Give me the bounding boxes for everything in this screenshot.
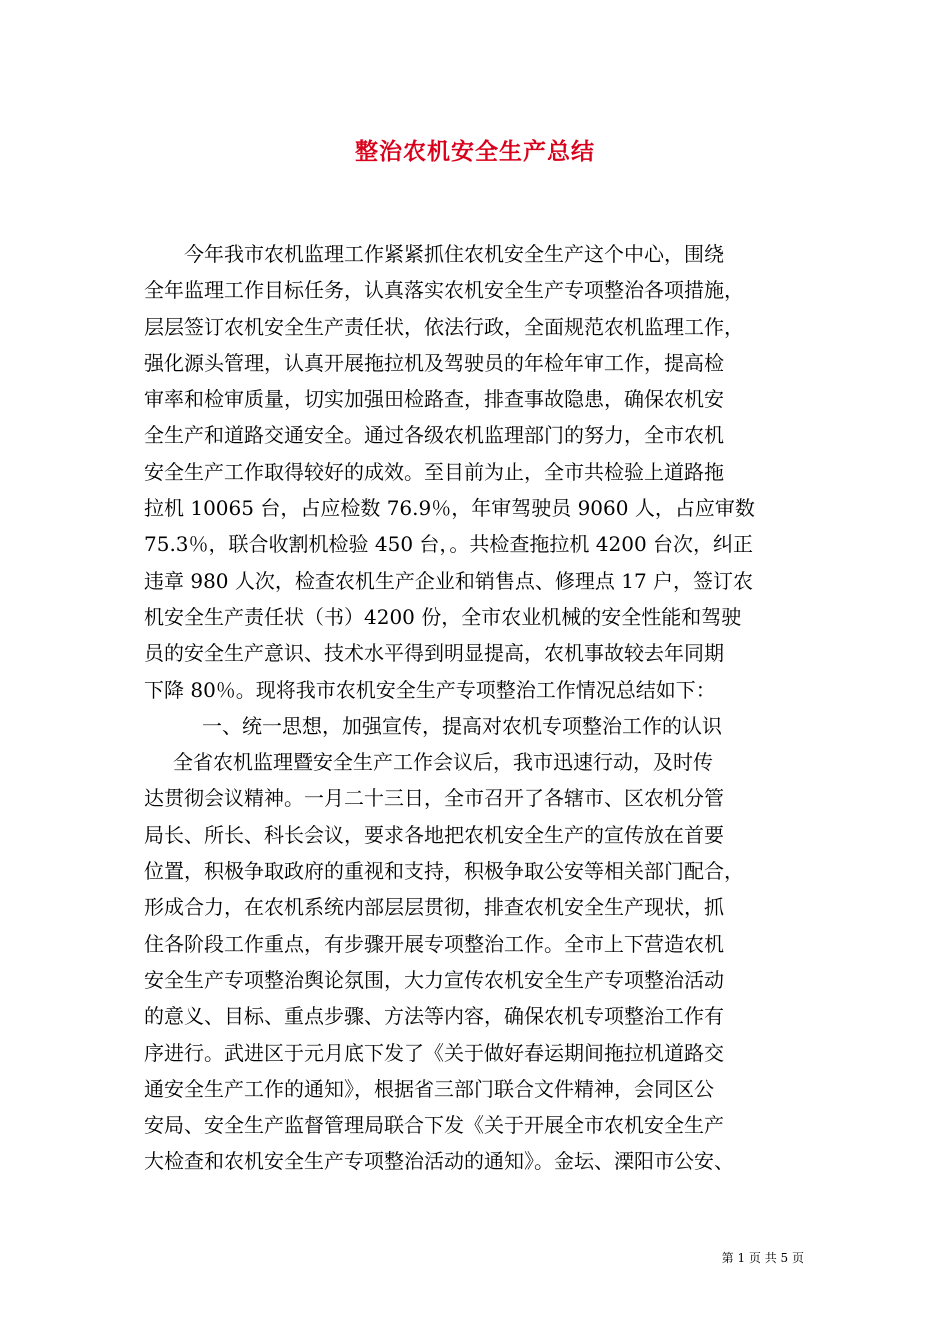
paragraph-line: 局长、所长、科长会议，要求各地把农机安全生产的宣传放在首要 (144, 822, 724, 847)
section-heading: 一、统一思想，加强宣传，提高对农机专项整治工作的认识 (202, 713, 722, 738)
paragraph-line: 今年我市农机监理工作紧紧抓住农机安全生产这个中心，围绕 (184, 242, 724, 266)
paragraph-line: 住各阶段工作重点，有步骤开展专项整治工作。全市上下营造农机 (144, 931, 724, 956)
paragraph-line: 全年监理工作目标任务，认真落实农机安全生产专项整治各项措施， (144, 278, 744, 303)
paragraph-line: 违章 980 人次，检查农机生产企业和销售点、修理点 17 户，签订农 (144, 568, 754, 593)
paragraph-line: 全省农机监理暨安全生产工作会议后，我市迅速行动，及时传 (173, 750, 713, 775)
paragraph-line: 下降 80％。现将我市农机安全生产专项整治工作情况总结如下： (144, 677, 716, 702)
paragraph-line: 的意义、目标、重点步骤、方法等内容，确保农机专项整治工作有 (144, 1004, 724, 1029)
paragraph-line: 大检查和农机安全生产专项整治活动的通知》。金坛、溧阳市公安、 (144, 1149, 734, 1174)
page-number: 第 1 页 共 5 页 (721, 1251, 804, 1265)
document-title: 整治农机安全生产总结 (355, 138, 595, 165)
paragraph-line: 机安全生产责任状（书）4200 份，全市农业机械的安全性能和驾驶 (144, 604, 742, 629)
paragraph-line: 强化源头管理，认真开展拖拉机及驾驶员的年检年审工作，提高检 (144, 350, 724, 375)
paragraph-line: 安全生产专项整治舆论氛围，大力宣传农机安全生产专项整治活动 (144, 967, 724, 992)
paragraph-line: 形成合力，在农机系统内部层层贯彻，排查农机安全生产现状，抓 (144, 895, 724, 920)
paragraph-line: 通安全生产工作的通知》，根据省三部门联合文件精神，会同区公 (144, 1076, 714, 1101)
document-body (144, 236, 806, 1180)
paragraph-line: 达贯彻会议精神。一月二十三日，全市召开了各辖市、区农机分管 (144, 786, 724, 811)
paragraph-line: 层层签订农机安全生产责任状，依法行政，全面规范农机监理工作， (144, 314, 744, 339)
paragraph-line: 审率和检审质量，切实加强田检路查，排查事故隐患，确保农机安 (144, 387, 724, 412)
paragraph-line: 全生产和道路交通安全。通过各级农机监理部门的努力，全市农机 (144, 423, 724, 448)
paragraph-line: 拉机 10065 台，占应检数 76.9％，年审驾驶员 9060 人，占应审数 (144, 496, 755, 521)
paragraph-line: 员的安全生产意识、技术水平得到明显提高，农机事故较去年同期 (144, 641, 724, 666)
paragraph-line: 序进行。武进区于元月底下发了《关于做好春运期间拖拉机道路交 (144, 1040, 724, 1065)
paragraph-line: 75.3％，联合收割机检验 450 台，。共检查拖拉机 4200 台次，纠正 (144, 532, 754, 557)
paragraph-line: 安局、安全生产监督管理局联合下发《关于开展全市农机安全生产 (144, 1113, 724, 1138)
paragraph-line: 安全生产工作取得较好的成效。至目前为止，全市共检验上道路拖 (144, 459, 724, 484)
paragraph-line: 位置，积极争取政府的重视和支持，积极争取公安等相关部门配合， (144, 859, 744, 884)
